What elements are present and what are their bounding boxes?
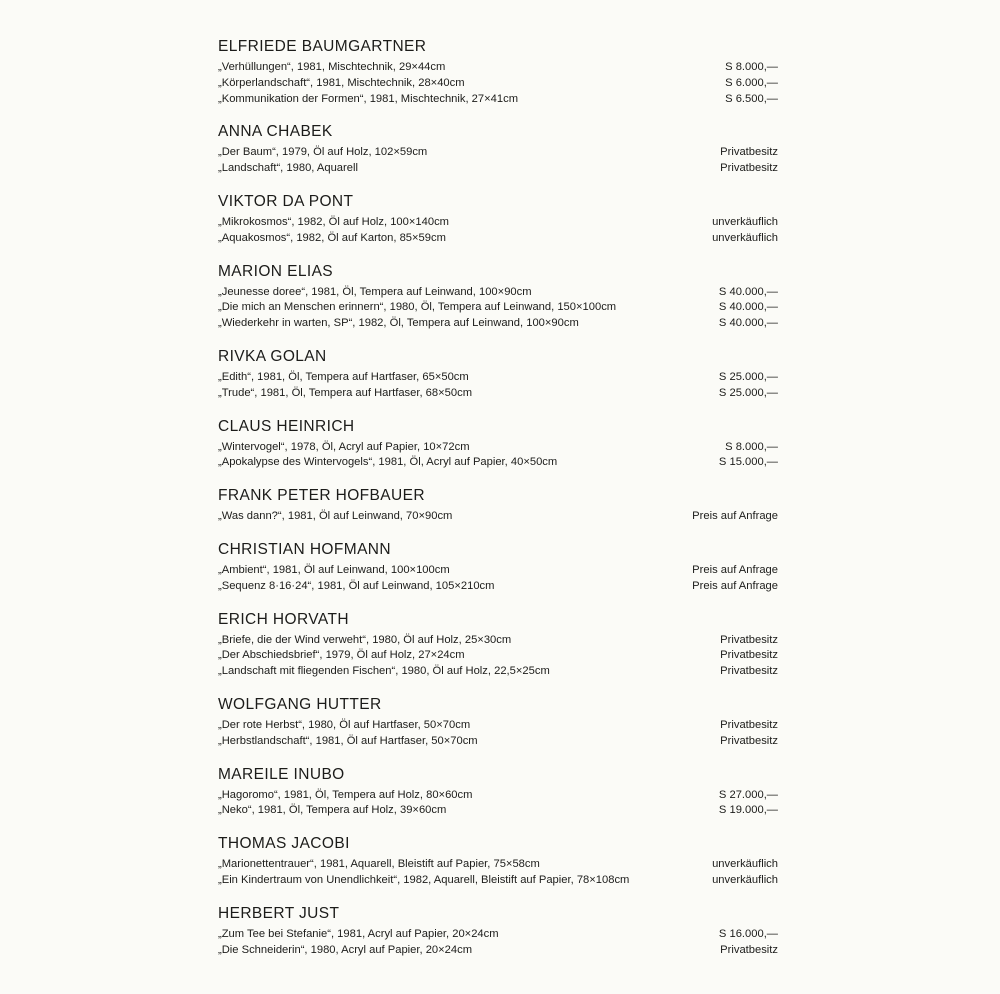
artwork-row bbox=[218, 664, 778, 680]
artwork-title: „Ein Kindertraum von Unendlichkeit“, 1982, Aquarell, Bleistift auf Papier, 78×108cm bbox=[218, 873, 630, 886]
artist-section bbox=[218, 418, 778, 472]
artwork-title: „Was dann?“, 1981, Öl auf Leinwand, 70×90cm bbox=[218, 510, 453, 523]
artwork-price: S 16.000,— bbox=[718, 927, 778, 940]
artist-name: ANNA CHABEK bbox=[218, 123, 333, 141]
artist-name: WOLFGANG HUTTER bbox=[218, 695, 382, 713]
artwork-price: S 15.000,— bbox=[718, 456, 778, 469]
artwork-price: Preis auf Anfrage bbox=[692, 510, 778, 523]
artwork-title: „Die mich an Menschen erinnern“, 1980, Öl, Tempera auf Leinwand, 150×100cm bbox=[218, 301, 617, 314]
artwork-price: Privatbesitz bbox=[720, 665, 778, 678]
artist-name: ERICH HORVATH bbox=[218, 610, 349, 628]
artwork-price: S 27.000,— bbox=[718, 788, 778, 801]
artwork-title: „Zum Tee bei Stefanie“, 1981, Acryl auf Papier, 20×24cm bbox=[218, 927, 499, 940]
artwork-title: „Aquakosmos“, 1982, Öl auf Karton, 85×59cm bbox=[218, 231, 446, 244]
artwork-title: „Herbstlandschaft“, 1981, Öl auf Hartfaser, 50×70cm bbox=[218, 734, 478, 747]
artwork-price: S 40.000,— bbox=[718, 285, 778, 298]
artwork-price: Preis auf Anfrage bbox=[692, 563, 778, 576]
artist-name: CHRISTIAN HOFMANN bbox=[218, 540, 391, 558]
artwork-row bbox=[218, 563, 778, 579]
artwork-row bbox=[218, 215, 778, 231]
artwork-price: S 19.000,— bbox=[718, 804, 778, 817]
artist-section bbox=[218, 541, 778, 595]
artwork-row bbox=[218, 440, 778, 456]
artwork-row bbox=[218, 145, 778, 161]
artwork-title: „Die Schneiderin“, 1980, Acryl auf Papier, 20×24cm bbox=[218, 943, 473, 956]
artwork-row bbox=[218, 788, 778, 804]
artwork-price: Privatbesitz bbox=[720, 649, 778, 662]
artwork-price: unverkäuflich bbox=[712, 873, 778, 886]
artwork-row bbox=[218, 370, 778, 386]
artwork-title: „Edith“, 1981, Öl, Tempera auf Hartfaser, 65×50cm bbox=[218, 370, 469, 383]
artwork-price: S 25.000,— bbox=[718, 370, 778, 383]
artwork-title: „Mikrokosmos“, 1982, Öl auf Holz, 100×140cm bbox=[218, 215, 449, 228]
artwork-row bbox=[218, 455, 778, 471]
artist-section bbox=[218, 487, 778, 525]
artist-name: CLAUS HEINRICH bbox=[218, 417, 355, 435]
artist-name: HERBERT JUST bbox=[218, 904, 340, 922]
artwork-title: „Wintervogel“, 1978, Öl, Acryl auf Papier, 10×72cm bbox=[218, 440, 470, 453]
artwork-row bbox=[218, 161, 778, 177]
artwork-title: „Landschaft“, 1980, Aquarell bbox=[218, 162, 358, 175]
artwork-row bbox=[218, 60, 778, 76]
artwork-row bbox=[218, 927, 778, 943]
artwork-row bbox=[218, 734, 778, 750]
artist-name: THOMAS JACOBI bbox=[218, 835, 350, 853]
artist-name: MAREILE INUBO bbox=[218, 765, 345, 783]
artwork-row bbox=[218, 92, 778, 108]
artwork-price: S 40.000,— bbox=[718, 301, 778, 314]
artwork-row bbox=[218, 648, 778, 664]
artwork-title: „Wiederkehr in warten, SP“, 1982, Öl, Tempera auf Leinwand, 100×90cm bbox=[218, 317, 579, 330]
artist-section bbox=[218, 611, 778, 680]
artwork-title: „Ambient“, 1981, Öl auf Leinwand, 100×100cm bbox=[218, 563, 450, 576]
artist-section bbox=[218, 696, 778, 750]
artist-section bbox=[218, 263, 778, 332]
artwork-price: Preis auf Anfrage bbox=[692, 579, 778, 592]
artwork-price: unverkäuflich bbox=[712, 231, 778, 244]
artwork-price: Privatbesitz bbox=[720, 734, 778, 747]
artwork-price: S 8.000,— bbox=[725, 61, 778, 73]
artwork-title: „Neko“, 1981, Öl, Tempera auf Holz, 39×60cm bbox=[218, 804, 447, 817]
artist-section bbox=[218, 766, 778, 820]
artist-section bbox=[218, 193, 778, 247]
artwork-row bbox=[218, 386, 778, 402]
artist-name: VIKTOR DA PONT bbox=[218, 192, 354, 210]
artwork-row bbox=[218, 579, 778, 595]
artwork-title: „Marionettentrauer“, 1981, Aquarell, Bleistift auf Papier, 75×58cm bbox=[218, 858, 540, 871]
artwork-row bbox=[218, 633, 778, 649]
artwork-title: „Verhüllungen“, 1981, Mischtechnik, 29×44cm bbox=[218, 61, 446, 73]
artwork-title: „Trude“, 1981, Öl, Tempera auf Hartfaser, 68×50cm bbox=[218, 386, 473, 399]
artwork-row bbox=[218, 873, 778, 889]
artwork-title: „Landschaft mit fliegenden Fischen“, 1980, Öl auf Holz, 22,5×25cm bbox=[218, 665, 550, 678]
artwork-row bbox=[218, 718, 778, 734]
artwork-price: S 6.000,— bbox=[725, 76, 778, 89]
artwork-title: „Der Baum“, 1979, Öl auf Holz, 102×59cm bbox=[218, 146, 428, 159]
artwork-row bbox=[218, 509, 778, 525]
artwork-title: „Briefe, die der Wind verweht“, 1980, Öl auf Holz, 25×30cm bbox=[218, 633, 512, 646]
artist-name: FRANK PETER HOFBAUER bbox=[218, 487, 425, 505]
artist-name: ELFRIEDE BAUMGARTNER bbox=[218, 38, 427, 55]
artwork-price: S 6.500,— bbox=[725, 92, 778, 105]
artwork-price: S 40.000,— bbox=[718, 317, 778, 330]
artwork-title: „Apokalypse des Wintervogels“, 1981, Öl, Acryl auf Papier, 40×50cm bbox=[218, 456, 558, 469]
artwork-title: „Der Abschiedsbrief“, 1979, Öl auf Holz, 27×24cm bbox=[218, 649, 465, 662]
artwork-title: „Kommunikation der Formen“, 1981, Mischtechnik, 27×41cm bbox=[218, 92, 519, 105]
artist-section bbox=[218, 835, 778, 889]
artist-section bbox=[218, 38, 778, 107]
artwork-price: unverkäuflich bbox=[712, 858, 778, 871]
artwork-title: „Jeunesse doree“, 1981, Öl, Tempera auf Leinwand, 100×90cm bbox=[218, 285, 532, 298]
artwork-price: Privatbesitz bbox=[720, 146, 778, 159]
artwork-title: „Körperlandschaft“, 1981, Mischtechnik, 28×40cm bbox=[218, 76, 465, 89]
artwork-row bbox=[218, 76, 778, 92]
artist-name: RIVKA GOLAN bbox=[218, 347, 327, 365]
artwork-price: unverkäuflich bbox=[712, 215, 778, 228]
artwork-price: S 8.000,— bbox=[725, 440, 778, 453]
artwork-row bbox=[218, 857, 778, 873]
artwork-row bbox=[218, 300, 778, 316]
artwork-row bbox=[218, 803, 778, 819]
artwork-title: „Hagoromo“, 1981, Öl, Tempera auf Holz, 80×60cm bbox=[218, 788, 473, 801]
artist-section bbox=[218, 123, 778, 177]
artwork-row bbox=[218, 285, 778, 301]
artist-name: MARION ELIAS bbox=[218, 262, 334, 280]
artist-section bbox=[218, 905, 778, 959]
artwork-price: Privatbesitz bbox=[720, 718, 778, 731]
artwork-price: S 25.000,— bbox=[718, 386, 778, 399]
artwork-price: Privatbesitz bbox=[720, 633, 778, 646]
artwork-row bbox=[218, 231, 778, 247]
artwork-title: „Der rote Herbst“, 1980, Öl auf Hartfaser, 50×70cm bbox=[218, 718, 471, 731]
artwork-row bbox=[218, 316, 778, 332]
artist-section bbox=[218, 348, 778, 402]
artwork-price: Privatbesitz bbox=[720, 162, 778, 175]
catalog-page bbox=[218, 38, 778, 974]
artwork-row bbox=[218, 943, 778, 959]
artwork-title: „Sequenz 8·16·24“, 1981, Öl auf Leinwand, 105×210cm bbox=[218, 579, 495, 592]
artwork-price: Privatbesitz bbox=[720, 943, 778, 956]
